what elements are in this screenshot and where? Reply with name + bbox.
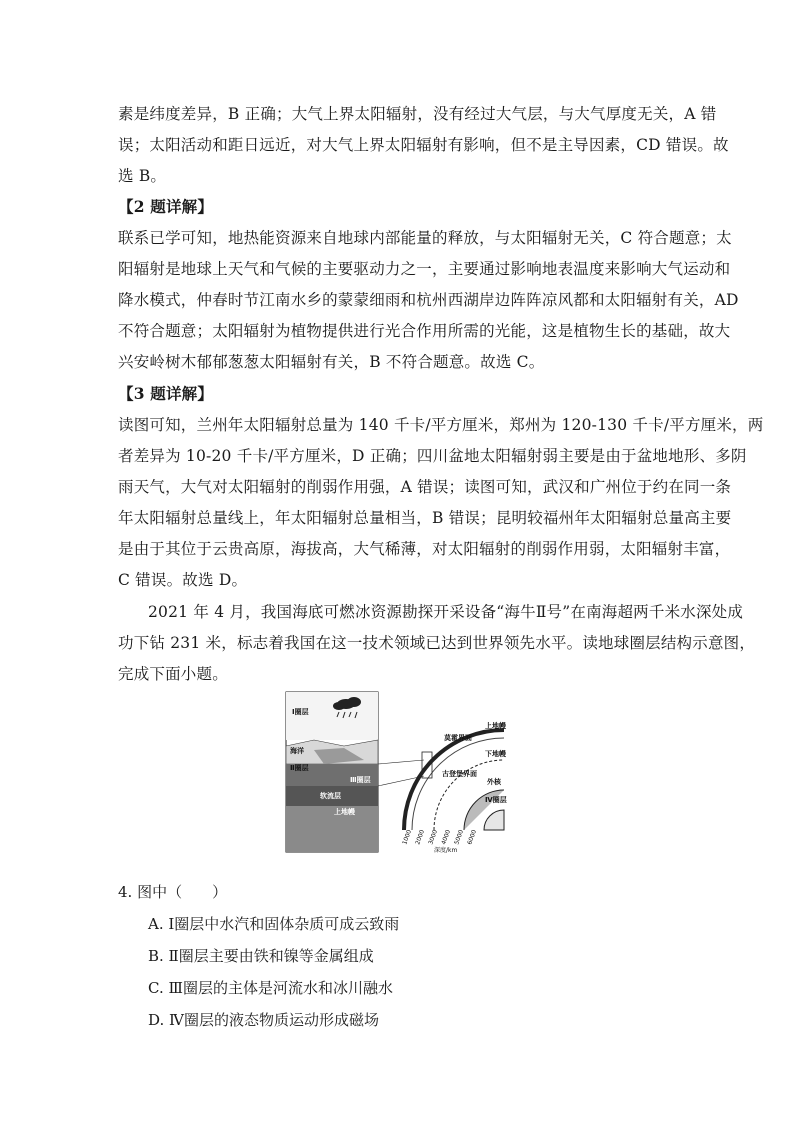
label-asthenosphere: 软流层 [320,792,341,800]
option-d[interactable]: D. Ⅳ圈层的液态物质运动形成磁场 [148,1011,380,1029]
depth-tick-label: 6000 [466,828,479,846]
text-line: 完成下面小题。 [118,665,228,683]
diagram-svg [284,690,514,860]
text-line: 阳辐射是地球上天气和气候的主要驱动力之一，主要通过影响地表温度来影响大气运动和 [118,260,731,278]
depth-tick-label: 1000 [401,828,414,846]
depth-tick-label: 5000 [453,828,466,846]
connector-line [378,760,424,764]
label-gutenberg: 古登堡界面 [442,770,477,778]
option-a[interactable]: A. Ⅰ圈层中水汽和固体杂质可成云致雨 [148,915,400,933]
question-stem: 4. 图中（ ） [118,883,228,901]
atmosphere-area [286,692,378,740]
option-c[interactable]: C. Ⅲ圈层的主体是河流水和冰川融水 [148,979,393,997]
depth-tick-label: 3000 [427,828,440,846]
text-line: 2021 年 4 月，我国海底可燃冰资源勘探开采设备“海牛Ⅱ号”在南海超两千米水深处成 [148,603,744,621]
text-line: 功下钻 231 米，标志着我国在这一技术领域已达到世界领先水平。读地球圈层结构示意图， [118,634,756,652]
label-outer-core: 外核 [487,778,501,786]
heading-text: 【2 题详解】 [118,197,214,216]
text-line: 年太阳辐射总量线上，年太阳辐射总量相当，B 错误；昆明较福州年太阳辐射总量高主要 [118,509,732,527]
label-layer2: Ⅱ圈层 [290,764,309,772]
depth-tick-label: 2000 [414,828,427,846]
label-upper-mantle-right: 上地幔 [485,722,506,730]
label-layer3: Ⅲ圈层 [350,776,371,784]
text-line: 误；太阳活动和距日远近，对大气上界太阳辐射有影响，但不是主导因素，CD 错误。故 [118,136,729,154]
earth-spheres-diagram [284,690,514,860]
label-ocean: 海洋 [290,747,304,755]
label-layer1: Ⅰ圈层 [292,708,309,716]
depth-axis [401,829,478,846]
label-layer4: Ⅳ圈层 [485,796,507,804]
text-line: 雨天气，大气对太阳辐射的削弱作用强，A 错误；读图可知，武汉和广州位于约在同一条 [118,478,732,496]
heading-text: 【3 题详解】 [118,384,214,403]
option-b[interactable]: B. Ⅱ圈层主要由铁和镍等金属组成 [148,947,374,965]
text-line: 素是纬度差异，B 正确；大气上界太阳辐射，没有经过大气层，与大气厚度无关，A 错 [118,105,717,123]
text-line: 不符合题意；太阳辐射为植物提供进行光合作用所需的光能，这是植物生长的基础，故大 [118,322,731,340]
label-moho: 莫霍界面 [444,734,472,742]
text-line: 兴安岭树木郁郁葱葱太阳辐射有关，B 不符合题意。故选 C。 [118,353,545,371]
text-line: C 错误。故选 D。 [118,571,248,589]
depth-axis-label: 深度/km [434,847,458,854]
text-line: 联系已学可知，地热能资源来自地球内部能量的释放，与太阳辐射无关，C 符合题意；太 [118,229,732,247]
label-lower-mantle: 下地幔 [485,750,506,758]
text-line: 者差异为 10-20 千卡/平方厘米，D 正确；四川盆地太阳辐射弱主要是由于盆地地形、多阴 [118,447,747,465]
depth-tick-label: 4000 [440,828,453,846]
text-line: 读图可知，兰州年太阳辐射总量为 140 千卡/平方厘米，郑州为 120-130 千卡/平方厘米，两 [118,416,764,434]
label-upper-mantle-left: 上地幔 [334,808,355,816]
upper-mantle-band [286,806,378,852]
text-line: 降水模式，仲春时节江南水乡的蒙蒙细雨和杭州西湖岸边阵阵凉风都和太阳辐射有关，AD [118,291,739,309]
text-line: 是由于其位于云贵高原，海拔高，大气稀薄，对太阳辐射的削弱作用弱，太阳辐射丰富， [118,540,731,558]
text-line: 选 B。 [118,167,167,185]
